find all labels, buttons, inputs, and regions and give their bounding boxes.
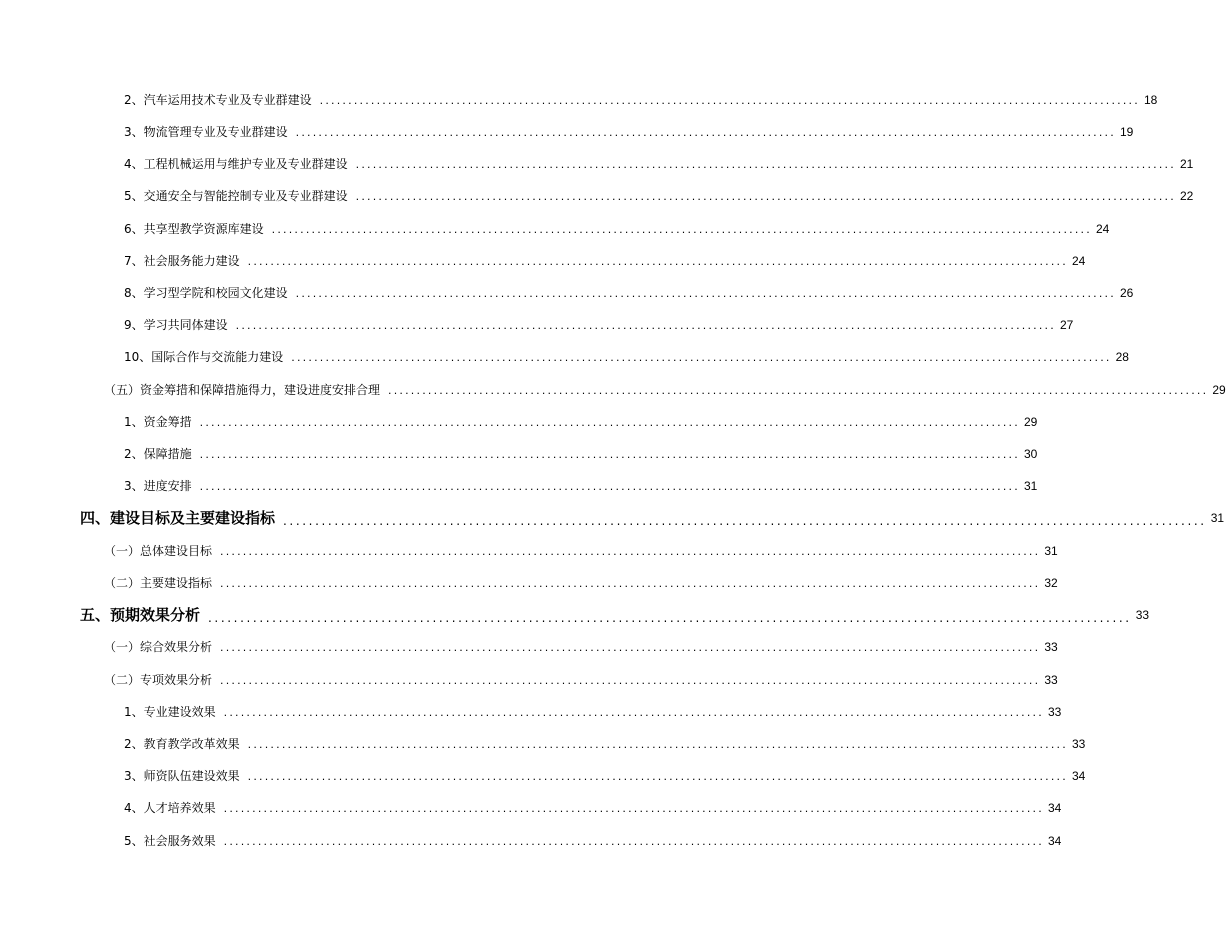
toc-leader-dots: ................................................................................................................................................ bbox=[247, 255, 1068, 268]
toc-entry-title: 4、人才培养效果 bbox=[124, 801, 216, 815]
toc-entry-title: 3、师资队伍建设效果 bbox=[124, 769, 240, 783]
toc-leader-dots: ................................................................................................................................................ bbox=[271, 223, 1092, 236]
toc-entry-title: （二）专项效果分析 bbox=[104, 673, 213, 687]
toc-leader-dots: ................................................................................................................................................ bbox=[247, 770, 1068, 783]
toc-chapter-title: 五、预期效果分析 bbox=[80, 606, 201, 624]
toc-entry[interactable] bbox=[104, 576, 1058, 590]
toc-chapter-title: 四、建设目标及主要建设指标 bbox=[80, 509, 276, 527]
toc-leader-dots: ................................................................................................................................................ bbox=[220, 577, 1041, 590]
toc-entry-title: 1、资金筹措 bbox=[124, 415, 192, 429]
toc-entry[interactable] bbox=[124, 705, 1062, 719]
toc-entry-title: （一）总体建设目标 bbox=[104, 544, 213, 558]
toc-leader-dots: ................................................................................................................................................ bbox=[199, 480, 1020, 493]
toc-leader-dots: ................................................................................................................................................ bbox=[220, 641, 1041, 654]
toc-entry[interactable] bbox=[124, 350, 1129, 364]
toc-entry[interactable] bbox=[104, 544, 1058, 558]
toc-page-number: 31 bbox=[1210, 511, 1225, 525]
toc-entry[interactable] bbox=[104, 640, 1058, 654]
toc-entry[interactable] bbox=[124, 222, 1110, 236]
toc-entry[interactable] bbox=[124, 737, 1086, 751]
toc-entry[interactable] bbox=[124, 834, 1062, 848]
toc-entry[interactable] bbox=[124, 479, 1038, 493]
toc-entry[interactable] bbox=[104, 673, 1058, 687]
toc-page-number: 31 bbox=[1023, 479, 1038, 493]
toc-page-number: 33 bbox=[1071, 737, 1086, 751]
toc-page-number: 24 bbox=[1095, 222, 1110, 236]
toc-entry[interactable] bbox=[124, 125, 1134, 139]
toc-page-number: 22 bbox=[1179, 189, 1194, 203]
toc-entry-title: （二）主要建设指标 bbox=[104, 576, 213, 590]
toc-chapter-entry[interactable] bbox=[80, 509, 1225, 528]
toc-entry[interactable] bbox=[104, 383, 1226, 397]
toc-page-number: 34 bbox=[1047, 801, 1062, 815]
toc-entry[interactable] bbox=[124, 189, 1194, 203]
toc-leader-dots: ................................................................................................................................................ bbox=[355, 158, 1176, 171]
toc-leader-dots: ................................................................................................................................................ bbox=[283, 514, 1207, 528]
toc-entry-title: 2、教育教学改革效果 bbox=[124, 737, 240, 751]
toc-leader-dots: ................................................................................................................................................ bbox=[295, 287, 1116, 300]
toc-page-number: 29 bbox=[1023, 415, 1038, 429]
toc-page-number: 18 bbox=[1143, 93, 1158, 107]
toc-entry[interactable] bbox=[124, 286, 1134, 300]
toc-entry[interactable] bbox=[124, 93, 1158, 107]
toc-entry[interactable] bbox=[124, 318, 1074, 332]
toc-leader-dots: ................................................................................................................................................ bbox=[223, 835, 1044, 848]
toc-page-number: 33 bbox=[1044, 640, 1058, 654]
toc-entry-title: 7、社会服务能力建设 bbox=[124, 254, 240, 268]
toc-page-number: 33 bbox=[1047, 705, 1062, 719]
toc-page-number: 28 bbox=[1115, 350, 1129, 364]
toc-leader-dots: ................................................................................................................................................ bbox=[388, 384, 1209, 397]
toc-leader-dots: ................................................................................................................................................ bbox=[295, 126, 1116, 139]
toc-leader-dots: ................................................................................................................................................ bbox=[208, 611, 1132, 625]
toc-leader-dots: ................................................................................................................................................ bbox=[319, 94, 1140, 107]
toc-page-number: 34 bbox=[1071, 769, 1086, 783]
toc-leader-dots: ................................................................................................................................................ bbox=[291, 351, 1112, 364]
toc-entry-title: 5、社会服务效果 bbox=[124, 834, 216, 848]
toc-entry-title: 9、学习共同体建设 bbox=[124, 318, 228, 332]
toc-page-number: 33 bbox=[1135, 608, 1150, 622]
toc-page-number: 24 bbox=[1071, 254, 1086, 268]
toc-leader-dots: ................................................................................................................................................ bbox=[223, 706, 1044, 719]
toc-leader-dots: ................................................................................................................................................ bbox=[235, 319, 1056, 332]
toc-entry[interactable] bbox=[124, 769, 1086, 783]
toc-page-number: 19 bbox=[1119, 125, 1134, 139]
toc-entry-title: 5、交通安全与智能控制专业及专业群建设 bbox=[124, 189, 348, 203]
toc-leader-dots: ................................................................................................................................................ bbox=[220, 674, 1041, 687]
toc-entry[interactable] bbox=[124, 157, 1194, 171]
toc-page-number: 30 bbox=[1023, 447, 1038, 461]
toc-entry-title: 3、进度安排 bbox=[124, 479, 192, 493]
toc-entry-title: （五）资金筹措和保障措施得力，建设进度安排合理 bbox=[104, 383, 381, 397]
toc-leader-dots: ................................................................................................................................................ bbox=[220, 545, 1041, 558]
toc-entry-title: 1、专业建设效果 bbox=[124, 705, 216, 719]
toc-page-number: 32 bbox=[1044, 576, 1058, 590]
toc-leader-dots: ................................................................................................................................................ bbox=[247, 738, 1068, 751]
toc-page-number: 21 bbox=[1179, 157, 1194, 171]
toc-entry-title: 4、工程机械运用与维护专业及专业群建设 bbox=[124, 157, 348, 171]
toc-entry-title: 2、汽车运用技术专业及专业群建设 bbox=[124, 93, 312, 107]
toc-entry-title: （一）综合效果分析 bbox=[104, 640, 213, 654]
toc-page-number: 31 bbox=[1044, 544, 1058, 558]
toc-entry-title: 10、国际合作与交流能力建设 bbox=[124, 350, 284, 364]
toc-leader-dots: ................................................................................................................................................ bbox=[199, 416, 1020, 429]
toc-leader-dots: ................................................................................................................................................ bbox=[199, 448, 1020, 461]
toc-entry[interactable] bbox=[124, 415, 1038, 429]
toc-page-number: 33 bbox=[1044, 673, 1058, 687]
toc-page-number: 27 bbox=[1059, 318, 1074, 332]
toc-entry[interactable] bbox=[124, 801, 1062, 815]
toc-chapter-entry[interactable] bbox=[80, 606, 1150, 625]
toc-page-number: 26 bbox=[1119, 286, 1134, 300]
toc-leader-dots: ................................................................................................................................................ bbox=[223, 802, 1044, 815]
toc-leader-dots: ................................................................................................................................................ bbox=[355, 190, 1176, 203]
toc-page-number: 34 bbox=[1047, 834, 1062, 848]
toc-entry[interactable] bbox=[124, 447, 1038, 461]
toc-entry-title: 3、物流管理专业及专业群建设 bbox=[124, 125, 288, 139]
toc-entry-title: 2、保障措施 bbox=[124, 447, 192, 461]
toc-page-number: 29 bbox=[1212, 383, 1226, 397]
toc-entry-title: 6、共享型教学资源库建设 bbox=[124, 222, 264, 236]
toc-entry-title: 8、学习型学院和校园文化建设 bbox=[124, 286, 288, 300]
toc-entry[interactable] bbox=[124, 254, 1086, 268]
